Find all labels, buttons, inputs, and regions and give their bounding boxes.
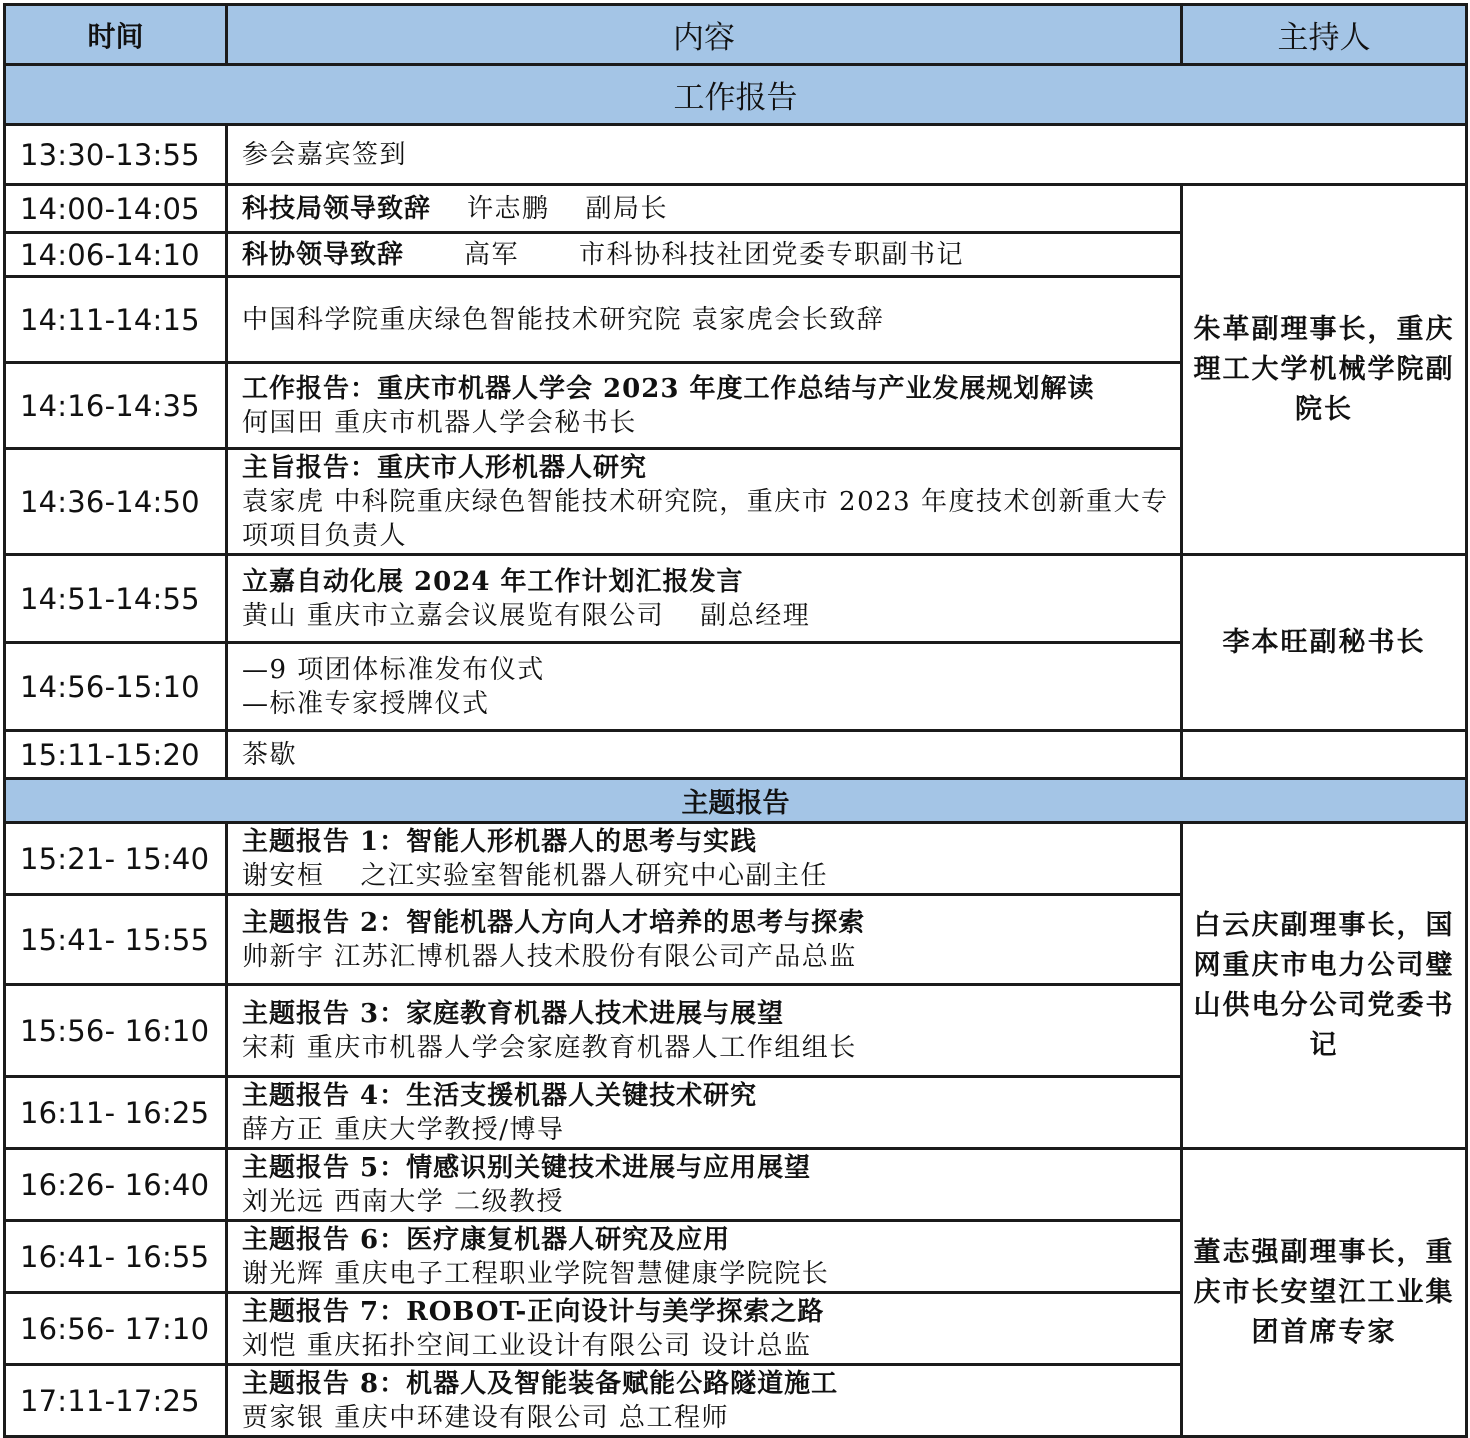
- table-row: [5, 731, 1467, 779]
- table-row: [5, 185, 1467, 233]
- table-row: [5, 1149, 1467, 1221]
- row-detail: 袁家虎 中科院重庆绿色智能技术研究院，重庆市 2023 年度技术创新重大专项项目负责人: [242, 486, 1169, 551]
- row-title: 立嘉自动化展 2024 年工作计划汇报发言: [242, 566, 744, 597]
- row-time: 15:11-15:20: [5, 731, 227, 779]
- host-cell-1: 朱革副理事长，重庆理工大学机械学院副院长: [1182, 185, 1467, 555]
- row-content: [227, 277, 1182, 363]
- row-time: 13:30-13:55: [5, 125, 227, 185]
- host-cell-3: 白云庆副理事长，国网重庆市电力公司璧山供电分公司党委书记: [1182, 823, 1467, 1149]
- row-detail: 宋莉 重庆市机器人学会家庭教育机器人工作组组长: [242, 1032, 857, 1063]
- row-title: 主旨报告：重庆市人形机器人研究: [242, 452, 648, 483]
- row-content: [227, 555, 1182, 643]
- row-content: [227, 233, 1182, 277]
- row-content: [227, 125, 1467, 185]
- table-row: [5, 823, 1467, 895]
- row-line-2: —标准专家授牌仪式: [242, 688, 490, 719]
- row-title: 主题报告 8：机器人及智能装备赋能公路隧道施工: [242, 1368, 839, 1399]
- row-content: [227, 643, 1182, 731]
- row-text: 茶歇: [242, 739, 298, 770]
- row-time: 14:00-14:05: [5, 185, 227, 233]
- row-title: 主题报告 2：智能机器人方向人才培养的思考与探索: [242, 907, 866, 938]
- row-time: 16:11- 16:25: [5, 1077, 227, 1149]
- row-time: 14:11-14:15: [5, 277, 227, 363]
- row-title: 科协领导致辞: [242, 239, 405, 270]
- table-row: [5, 555, 1467, 643]
- row-content: [227, 731, 1182, 779]
- row-content: [227, 1221, 1182, 1293]
- row-title: 科技局领导致辞: [242, 193, 432, 224]
- row-time: 17:11-17:25: [5, 1365, 227, 1437]
- row-detail: 薛方正 重庆大学教授/博导: [242, 1114, 565, 1145]
- row-content: [227, 1365, 1182, 1437]
- row-title: 主题报告 6：医疗康复机器人研究及应用: [242, 1224, 731, 1255]
- row-content: [227, 1293, 1182, 1365]
- table-row: [5, 125, 1467, 185]
- row-content: [227, 985, 1182, 1077]
- row-title: 工作报告：重庆市机器人学会 2023 年度工作总结与产业发展规划解读: [242, 373, 1095, 404]
- row-time: 15:56- 16:10: [5, 985, 227, 1077]
- row-time: 15:21- 15:40: [5, 823, 227, 895]
- row-content: [227, 363, 1182, 449]
- row-detail: 刘恺 重庆拓扑空间工业设计有限公司 设计总监: [242, 1330, 812, 1361]
- row-time: 14:16-14:35: [5, 363, 227, 449]
- row-time: 16:26- 16:40: [5, 1149, 227, 1221]
- row-content: [227, 823, 1182, 895]
- section-row-theme: [5, 779, 1467, 823]
- row-title: 主题报告 7：ROBOT-正向设计与美学探索之路: [242, 1296, 825, 1327]
- row-detail: 帅新宇 江苏汇博机器人技术股份有限公司产品总监: [242, 941, 857, 972]
- row-role: 副局长: [585, 193, 669, 224]
- agenda-table: [3, 3, 1468, 1438]
- section-title-theme: 主题报告: [5, 779, 1467, 823]
- row-content: [227, 1149, 1182, 1221]
- row-time: 16:56- 17:10: [5, 1293, 227, 1365]
- section-row-work: [5, 65, 1467, 125]
- row-content: [227, 1077, 1182, 1149]
- section-title-work: 工作报告: [5, 65, 1467, 125]
- row-title: 主题报告 4：生活支援机器人关键技术研究: [242, 1080, 758, 1111]
- header-content: 内容: [227, 5, 1182, 65]
- row-detail-2: 之江实验室智能机器人研究中心副主任: [360, 860, 829, 891]
- row-content: [227, 895, 1182, 985]
- row-line-1: —9 项团体标准发布仪式: [242, 654, 545, 685]
- row-detail: 贾家银 重庆中环建设有限公司 总工程师: [242, 1402, 730, 1433]
- row-text: 中国科学院重庆绿色智能技术研究院 袁家虎会长致辞: [242, 304, 885, 335]
- row-time: 16:41- 16:55: [5, 1221, 227, 1293]
- header-time: 时间: [5, 5, 227, 65]
- row-title: 主题报告 1：智能人形机器人的思考与实践: [242, 826, 758, 857]
- row-detail-role: 副总经理: [700, 600, 811, 631]
- row-time: 14:51-14:55: [5, 555, 227, 643]
- host-cell-4: 董志强副理事长，重庆市长安望江工业集团首席专家: [1182, 1149, 1467, 1437]
- header-host: 主持人: [1182, 5, 1467, 65]
- host-cell-empty: [1182, 731, 1467, 779]
- row-time: 14:36-14:50: [5, 449, 227, 555]
- row-detail: 何国田 重庆市机器人学会秘书长: [242, 407, 637, 438]
- row-detail: 谢安桓: [242, 860, 325, 891]
- row-content: [227, 185, 1182, 233]
- row-detail: 黄山 重庆市立嘉会议展览有限公司: [242, 600, 665, 631]
- row-title: 主题报告 3：家庭教育机器人技术进展与展望: [242, 998, 785, 1029]
- row-detail: 刘光远 西南大学 二级教授: [242, 1186, 565, 1217]
- row-title: 主题报告 5：情感识别关键技术进展与应用展望: [242, 1152, 812, 1183]
- row-text: 参会嘉宾签到: [242, 139, 408, 170]
- host-cell-2: 李本旺副秘书长: [1182, 555, 1467, 731]
- row-detail: 谢光辉 重庆电子工程职业学院智慧健康学院院长: [242, 1258, 830, 1289]
- row-time: 14:06-14:10: [5, 233, 227, 277]
- row-time: 15:41- 15:55: [5, 895, 227, 985]
- table-header-row: [5, 5, 1467, 65]
- row-content: [227, 449, 1182, 555]
- row-time: 14:56-15:10: [5, 643, 227, 731]
- row-speaker: 许志鹏: [467, 193, 550, 224]
- row-speaker: 高军: [464, 239, 520, 270]
- row-role: 市科协科技社团党委专职副书记: [579, 239, 965, 270]
